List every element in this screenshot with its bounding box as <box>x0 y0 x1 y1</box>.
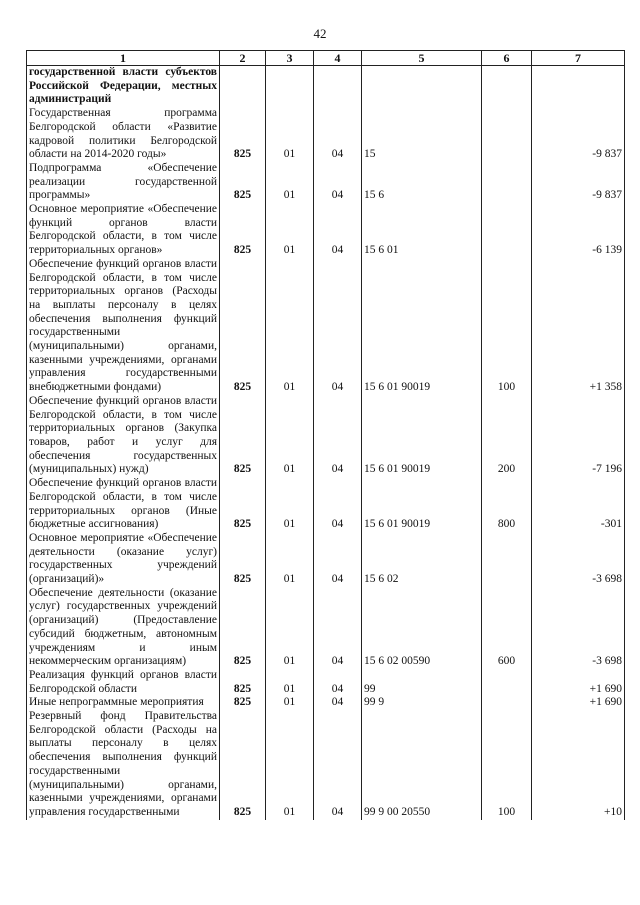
code-section: 01 <box>266 477 314 532</box>
code-subsection: 04 <box>314 532 362 587</box>
code-subsection: 04 <box>314 696 362 710</box>
column-header: 6 <box>482 51 532 66</box>
amount-change: -3 698 <box>532 587 625 669</box>
code-grbs: 825 <box>220 477 266 532</box>
code-target-article: 99 <box>362 669 482 696</box>
code-section <box>266 66 314 108</box>
code-grbs: 825 <box>220 258 266 395</box>
table-row <box>27 532 625 587</box>
table-row <box>27 477 625 532</box>
table-header-row <box>27 51 625 66</box>
code-target-article <box>362 66 482 108</box>
code-grbs: 825 <box>220 696 266 710</box>
code-subsection: 04 <box>314 710 362 820</box>
code-section: 01 <box>266 669 314 696</box>
item-name: Государственная программа Белгородской области «Развитие кадровой политики Белгородской области на 2014-2020 годы» <box>27 107 220 162</box>
code-target-article: 15 6 01 90019 <box>362 395 482 477</box>
code-grbs <box>220 66 266 108</box>
code-section: 01 <box>266 258 314 395</box>
amount-change <box>532 66 625 108</box>
code-expense-type <box>482 66 532 108</box>
item-name: Основное мероприятие «Обеспечение функций органов власти Белгородской области, в том числе территориальных органов» <box>27 203 220 258</box>
column-header: 2 <box>220 51 266 66</box>
amount-change: +1 690 <box>532 696 625 710</box>
code-expense-type: 100 <box>482 258 532 395</box>
table-row <box>27 107 625 162</box>
code-target-article: 15 6 02 00590 <box>362 587 482 669</box>
code-section: 01 <box>266 162 314 203</box>
column-header: 5 <box>362 51 482 66</box>
code-subsection: 04 <box>314 669 362 696</box>
item-name: Обеспечение функций органов власти Белгородской области, в том числе территориальных органов (Закупка товаров, работ и услуг для обеспечения государственных (муниципальных) нужд) <box>27 395 220 477</box>
code-subsection: 04 <box>314 162 362 203</box>
code-target-article: 15 6 <box>362 162 482 203</box>
code-expense-type <box>482 162 532 203</box>
item-name: Иные непрограммные мероприятия <box>27 696 220 710</box>
amount-change: -6 139 <box>532 203 625 258</box>
code-expense-type: 600 <box>482 587 532 669</box>
table-row <box>27 669 625 696</box>
code-section: 01 <box>266 587 314 669</box>
code-expense-type: 200 <box>482 395 532 477</box>
code-expense-type <box>482 107 532 162</box>
table-row <box>27 203 625 258</box>
code-expense-type: 800 <box>482 477 532 532</box>
code-target-article: 15 6 01 <box>362 203 482 258</box>
code-grbs: 825 <box>220 107 266 162</box>
code-grbs: 825 <box>220 162 266 203</box>
item-name: государственной власти субъектов Российской Федерации, местных администраций <box>27 66 220 108</box>
item-name: Обеспечение функций органов власти Белгородской области, в том числе территориальных органов (Иные бюджетные ассигнования) <box>27 477 220 532</box>
amount-change: -3 698 <box>532 532 625 587</box>
code-target-article: 15 6 02 <box>362 532 482 587</box>
column-header: 7 <box>532 51 625 66</box>
table-row <box>27 587 625 669</box>
code-subsection: 04 <box>314 587 362 669</box>
amount-change: +10 <box>532 710 625 820</box>
code-section: 01 <box>266 696 314 710</box>
amount-change: +1 358 <box>532 258 625 395</box>
code-subsection: 04 <box>314 203 362 258</box>
table-row <box>27 258 625 395</box>
code-expense-type <box>482 669 532 696</box>
code-target-article: 99 9 00 20550 <box>362 710 482 820</box>
code-subsection <box>314 66 362 108</box>
table-row <box>27 395 625 477</box>
item-name: Обеспечение функций органов власти Белгородской области, в том числе территориальных органов (Расходы на выплаты персоналу в целях обеспечения выполнения функций государственными (муниципальными) органами, казенными учреждениями, органами управления государственными внебюджетными фондами) <box>27 258 220 395</box>
code-subsection: 04 <box>314 258 362 395</box>
code-target-article: 15 6 01 90019 <box>362 477 482 532</box>
code-expense-type <box>482 203 532 258</box>
item-name: Резервный фонд Правительства Белгородской области (Расходы на выплаты персоналу в целях обеспечения выполнения функций государственными (муниципальными) органами, казенными учреждениями, органами управления государственными <box>27 710 220 820</box>
code-grbs: 825 <box>220 587 266 669</box>
table-row <box>27 710 625 820</box>
table-row <box>27 162 625 203</box>
budget-table <box>26 50 625 820</box>
amount-change: -301 <box>532 477 625 532</box>
code-subsection: 04 <box>314 395 362 477</box>
code-target-article: 15 <box>362 107 482 162</box>
code-target-article: 15 6 01 90019 <box>362 258 482 395</box>
code-grbs: 825 <box>220 669 266 696</box>
column-header: 3 <box>266 51 314 66</box>
code-section: 01 <box>266 710 314 820</box>
amount-change: -7 196 <box>532 395 625 477</box>
code-section: 01 <box>266 203 314 258</box>
code-section: 01 <box>266 395 314 477</box>
table-row <box>27 66 625 108</box>
code-grbs: 825 <box>220 532 266 587</box>
item-name: Основное мероприятие «Обеспечение деятельности (оказание услуг) государственных учреждений (организаций)» <box>27 532 220 587</box>
code-expense-type <box>482 696 532 710</box>
item-name: Подпрограмма «Обеспечение реализации государственной программы» <box>27 162 220 203</box>
code-expense-type <box>482 532 532 587</box>
code-section: 01 <box>266 107 314 162</box>
amount-change: -9 837 <box>532 107 625 162</box>
page-number: 42 <box>313 26 327 41</box>
amount-change: -9 837 <box>532 162 625 203</box>
code-subsection: 04 <box>314 477 362 532</box>
code-target-article: 99 9 <box>362 696 482 710</box>
code-subsection: 04 <box>314 107 362 162</box>
code-grbs: 825 <box>220 203 266 258</box>
code-grbs: 825 <box>220 710 266 820</box>
column-header: 1 <box>27 51 220 66</box>
item-name: Реализация функций органов власти Белгородской области <box>27 669 220 696</box>
amount-change: +1 690 <box>532 669 625 696</box>
item-name: Обеспечение деятельности (оказание услуг) государственных учреждений (организаций) (Предоставление субсидий бюджетным, автономным учреждениям и иным некоммерческим организациям) <box>27 587 220 669</box>
code-grbs: 825 <box>220 395 266 477</box>
column-header: 4 <box>314 51 362 66</box>
code-expense-type: 100 <box>482 710 532 820</box>
table-row <box>27 696 625 710</box>
code-section: 01 <box>266 532 314 587</box>
